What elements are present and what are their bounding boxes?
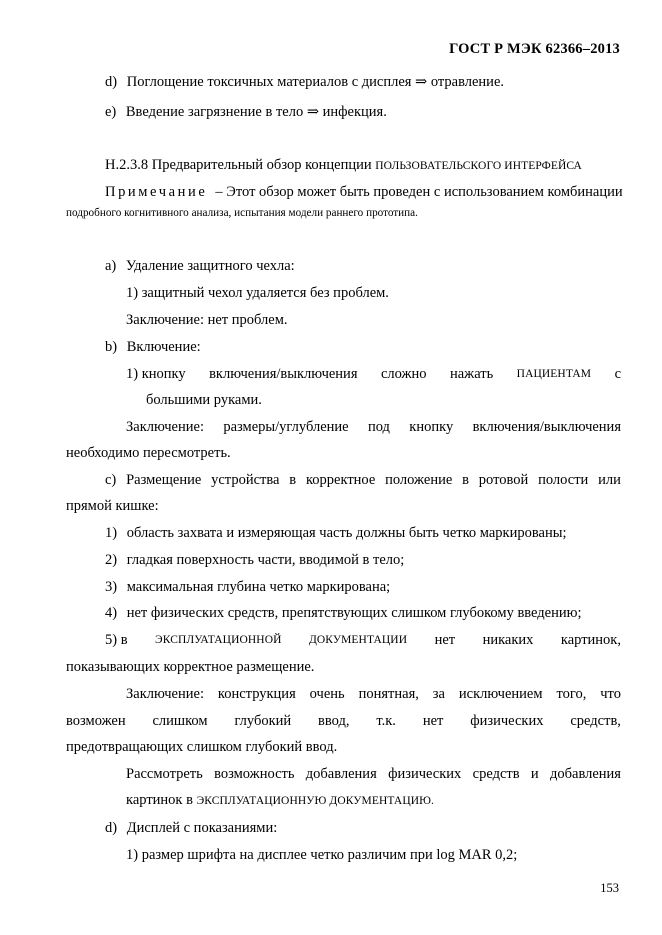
sub-item-b1-line-1 xyxy=(126,365,621,383)
word: Размещение xyxy=(126,472,202,488)
recommendation-c-line-1 xyxy=(126,765,621,783)
item-text: Поглощение токсичных материалов с дисплея ⇒ отравление. xyxy=(126,74,505,90)
word: физических xyxy=(388,766,462,782)
word: под xyxy=(367,419,390,435)
conclusion-b-line-2: необходимо пересмотреть. xyxy=(66,445,231,461)
sub-item-c5-line-2: показывающих корректное размещение. xyxy=(66,659,315,675)
word: т.к. xyxy=(376,713,396,729)
word: Заключение: xyxy=(126,419,204,435)
list-item-a xyxy=(105,257,295,275)
word: исключением xyxy=(458,686,543,702)
word: добавления xyxy=(550,766,621,782)
word: и xyxy=(530,766,539,782)
word: в xyxy=(462,472,469,488)
item-number: 4) xyxy=(105,605,118,621)
word: ротовой xyxy=(478,472,529,488)
word: 1) кнопку xyxy=(126,366,186,382)
conclusion-c-line-1 xyxy=(126,685,621,703)
word: средств xyxy=(472,766,520,782)
word: ДОКУМЕНТАЦИИ xyxy=(308,634,408,646)
word: 5) в xyxy=(105,632,128,648)
document-header: ГОСТ Р МЭК 62366–2013 xyxy=(449,41,620,57)
section-title: Предварительный обзор концепции xyxy=(151,157,372,173)
recommendation-c-line-2 xyxy=(126,791,434,810)
word: Заключение: xyxy=(126,686,204,702)
word: нет xyxy=(434,632,456,648)
word: сложно xyxy=(380,366,427,382)
list-item-c-line-2: прямой кишке: xyxy=(66,498,159,514)
word: в xyxy=(289,472,297,488)
section-heading xyxy=(105,156,582,175)
word: что xyxy=(600,686,621,702)
sub-item-c1 xyxy=(105,524,566,542)
section-number: H.2.3.8 xyxy=(105,157,149,173)
list-item-d-toxic xyxy=(105,73,504,91)
sub-item-c2 xyxy=(105,551,404,569)
sub-item-b1-line-2: большими руками. xyxy=(146,392,262,408)
item-number: 1) xyxy=(105,525,118,541)
sub-item-c3 xyxy=(105,578,390,596)
note-line-1 xyxy=(105,183,621,201)
sub-item-a1: 1) защитный чехол удаляется без проблем. xyxy=(126,285,389,301)
item-number: 2) xyxy=(105,552,118,568)
conclusion-a: Заключение: нет проблем. xyxy=(126,312,288,328)
word: за xyxy=(432,686,445,702)
word: возможность xyxy=(214,766,295,782)
word: размеры/углубление xyxy=(223,419,349,435)
item-marker: b) xyxy=(105,339,118,355)
page-number: 153 xyxy=(600,881,619,895)
rec-text-caps: ЭКСПЛУАТАЦИОННУЮ ДОКУМЕНТАЦИЮ. xyxy=(196,795,435,807)
word: с xyxy=(614,366,621,382)
word: полости xyxy=(538,472,589,488)
section-title-caps: ПОЛЬЗОВАТЕЛЬСКОГО ИНТЕРФЕЙСА xyxy=(375,160,582,172)
word: добавления xyxy=(305,766,377,782)
word: или xyxy=(598,472,621,488)
conclusion-b-line-1 xyxy=(126,418,621,436)
word: глубокий xyxy=(234,713,292,729)
rec-text: картинок в xyxy=(126,792,193,808)
item-marker: c) xyxy=(105,472,117,488)
sub-item-c5-line-1 xyxy=(105,631,621,649)
item-text: гладкая поверхность части, вводимой в тело; xyxy=(126,552,405,568)
note-label: Примечание xyxy=(105,184,208,200)
word: ввод, xyxy=(318,713,350,729)
word: понятная, xyxy=(358,686,419,702)
item-text: область захвата и измеряющая часть должны быть четко маркированы; xyxy=(126,525,567,541)
note-text: – Этот обзор может быть проведен с использованием комбинации xyxy=(215,184,623,200)
word: средств, xyxy=(570,713,621,729)
item-text: максимальная глубина четко маркирована; xyxy=(126,579,391,595)
word: конструкция xyxy=(217,686,296,702)
item-text: Введение загрязнение в тело ⇒ инфекция. xyxy=(125,104,387,120)
word: включения/выключения xyxy=(472,419,621,435)
word: физических xyxy=(470,713,544,729)
list-item-c-line-1 xyxy=(105,471,621,489)
item-text: нет физических средств, препятствующих слишком глубокому введению; xyxy=(126,605,582,621)
word: кнопку xyxy=(409,419,454,435)
word: положение xyxy=(385,472,453,488)
item-number: 3) xyxy=(105,579,118,595)
conclusion-c-line-2 xyxy=(66,712,621,730)
item-title: Включение: xyxy=(126,339,201,355)
note-line-2: подробного когнитивного анализа, испытания модели раннего прототипа. xyxy=(66,207,418,219)
list-item-d-display xyxy=(105,819,277,837)
word: ЭКСПЛУАТАЦИОННОЙ xyxy=(155,634,282,646)
item-marker: d) xyxy=(105,820,118,836)
word: Рассмотреть xyxy=(126,766,203,782)
word: возможен xyxy=(66,713,126,729)
word: корректное xyxy=(305,472,376,488)
item-marker: d) xyxy=(105,74,118,90)
word: никаких xyxy=(482,632,534,648)
list-item-e-infection xyxy=(105,103,387,121)
sub-item-d1: 1) размер шрифта на дисплее четко различим при log MAR 0,2; xyxy=(126,847,518,863)
item-marker: a) xyxy=(105,258,117,274)
conclusion-c-line-3: предотвращающих слишком глубокий ввод. xyxy=(66,739,338,755)
word: очень xyxy=(309,686,345,702)
word: того, xyxy=(556,686,587,702)
word: слишком xyxy=(152,713,208,729)
word: устройства xyxy=(211,472,280,488)
item-title: Дисплей с показаниями: xyxy=(126,820,278,836)
item-marker: e) xyxy=(105,104,117,120)
word: включения/выключения xyxy=(209,366,358,382)
word: нет xyxy=(422,713,444,729)
word: картинок, xyxy=(560,632,621,648)
list-item-b xyxy=(105,338,201,356)
item-title: Удаление защитного чехла: xyxy=(125,258,295,274)
word: нажать xyxy=(449,366,494,382)
word: ПАЦИЕНТАМ xyxy=(516,368,592,380)
sub-item-c4 xyxy=(105,604,582,622)
